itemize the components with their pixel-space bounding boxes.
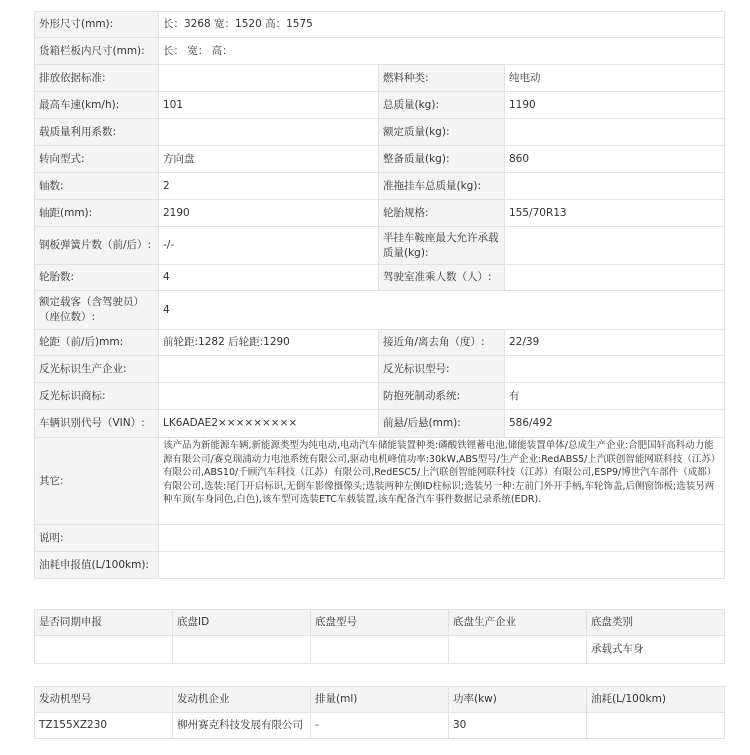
chassis-header-model: 底盘型号 (311, 610, 449, 636)
curbmass-value: 860 (505, 146, 725, 173)
reflect-mfr-value (159, 356, 379, 383)
emission-label: 排放依据标准: (35, 65, 159, 92)
track-label: 轮距（前/后)mm: (35, 330, 159, 356)
saddle-label: 半挂车鞍座最大允许承载质量(kg): (379, 227, 505, 265)
abs-label: 防抱死制动系统: (379, 383, 505, 410)
steering-label: 转向型式: (35, 146, 159, 173)
angle-value: 22/39 (505, 330, 725, 356)
wheelbase-value: 2190 (159, 200, 379, 227)
chassis-cell-type: 承载式车身 (587, 636, 725, 664)
overhang-label: 前悬/后悬(mm): (379, 410, 505, 438)
engine-header-displacement: 排量(ml) (311, 687, 449, 713)
cargo-value: 长： 宽： 高： (159, 38, 725, 65)
ratedload-value (505, 119, 725, 146)
chassis-header-mfr: 底盘生产企业 (449, 610, 587, 636)
track-value: 前轮距:1282 后轮距:1290 (159, 330, 379, 356)
totalmass-label: 总质量(kg): (379, 92, 505, 119)
engine-cell-power: 30 (449, 713, 587, 739)
reflect-brand-label: 反光标识商标: (35, 383, 159, 410)
reflect-brand-value (159, 383, 379, 410)
note-value (159, 525, 725, 552)
vin-value: LK6ADAE2××××××××× (159, 410, 379, 438)
tire-value: 155/70R13 (505, 200, 725, 227)
overhang-value: 586/492 (505, 410, 725, 438)
wheelbase-label: 轴距(mm): (35, 200, 159, 227)
chassis-header-sync: 是否同期申报 (35, 610, 173, 636)
engine-header-mfr: 发动机企业 (173, 687, 311, 713)
dims-value: 长：3268 宽：1520 高：1575 (159, 12, 725, 38)
abs-value: 有 (505, 383, 725, 410)
chassis-cell-model (311, 636, 449, 664)
fuel-value: 纯电动 (505, 65, 725, 92)
reflect-model-label: 反光标识型号: (379, 356, 505, 383)
engine-header-power: 功率(kw) (449, 687, 587, 713)
ratedload-label: 额定质量(kg): (379, 119, 505, 146)
engine-cell-consumption (587, 713, 725, 739)
steering-value: 方向盘 (159, 146, 379, 173)
trailer-value (505, 173, 725, 200)
engine-header-consumption: 油耗(L/100km) (587, 687, 725, 713)
tire-label: 轮胎规格: (379, 200, 505, 227)
springs-label: 钢板弹簧片数（前/后）: (35, 227, 159, 265)
chassis-cell-mfr (449, 636, 587, 664)
engine-table (34, 686, 725, 739)
chassis-header-type: 底盘类别 (587, 610, 725, 636)
engine-cell-model: TZ155XZ230 (35, 713, 173, 739)
note-label: 说明: (35, 525, 159, 552)
springs-value: -/- (159, 227, 379, 265)
engine-cell-mfr: 柳州赛克科技发展有限公司 (173, 713, 311, 739)
angle-label: 接近角/离去角（度）: (379, 330, 505, 356)
tires-value: 4 (159, 265, 379, 291)
dims-label: 外形尺寸(mm): (35, 12, 159, 38)
chassis-cell-sync (35, 636, 173, 664)
engine-header-model: 发动机型号 (35, 687, 173, 713)
chassis-table (34, 609, 725, 664)
trailer-label: 准拖挂车总质量(kg): (379, 173, 505, 200)
engine-cell-displacement: - (311, 713, 449, 739)
curbmass-label: 整备质量(kg): (379, 146, 505, 173)
loadfactor-label: 载质量利用系数: (35, 119, 159, 146)
cab-value (505, 265, 725, 291)
saddle-value (505, 227, 725, 265)
passengers-label: 额定载客（含驾驶员）（座位数）: (35, 291, 159, 330)
other-value: 该产品为新能源车辆,新能源类型为纯电动,电动汽车储能装置种类:磷酸铁锂蓄电池,储能装置单体/总成生产企业:合肥国轩高科动力能源有限公司/赛克瑞浦动力电池系统有限公司,驱动电机峰值功率:30kW,ABS型号/生产企业:RedABS5/上汽联创智能网联科技（江苏）有限公司,ABS10/千顾汽车科技（江苏）有限公司,RedESC5/上汽联创智能网联科技（江苏）有限公司,ESP9/博世汽车部件（成都）有限公司,选装:尾门开启标识,无倒车影像摄像头;选装两种左侧ID柱标识;选装另一种:左前门外开手柄,车轮饰盖,后侧窗饰板;选装另两种车顶(车身同色,白色),该车型可选装ETC车载装置,该车配备汽车事件数据记录系统(EDR). (159, 438, 725, 525)
reflect-mfr-label: 反光标识生产企业: (35, 356, 159, 383)
chassis-cell-id (173, 636, 311, 664)
emission-value (159, 65, 379, 92)
axles-label: 轴数: (35, 173, 159, 200)
cab-label: 驾驶室准乘人数（人）: (379, 265, 505, 291)
totalmass-value: 1190 (505, 92, 725, 119)
tires-label: 轮胎数: (35, 265, 159, 291)
maxspeed-value: 101 (159, 92, 379, 119)
chassis-header-id: 底盘ID (173, 610, 311, 636)
fuel-cons-value (159, 552, 725, 579)
axles-value: 2 (159, 173, 379, 200)
maxspeed-label: 最高车速(km/h): (35, 92, 159, 119)
vehicle-params-table (34, 11, 725, 579)
vin-label: 车辆识别代号（VIN）: (35, 410, 159, 438)
loadfactor-value (159, 119, 379, 146)
passengers-value: 4 (159, 291, 725, 330)
fuel-cons-label: 油耗申报值(L/100km): (35, 552, 159, 579)
reflect-model-value (505, 356, 725, 383)
cargo-label: 货箱栏板内尺寸(mm): (35, 38, 159, 65)
fuel-label: 燃料种类: (379, 65, 505, 92)
other-label: 其它: (35, 438, 159, 525)
